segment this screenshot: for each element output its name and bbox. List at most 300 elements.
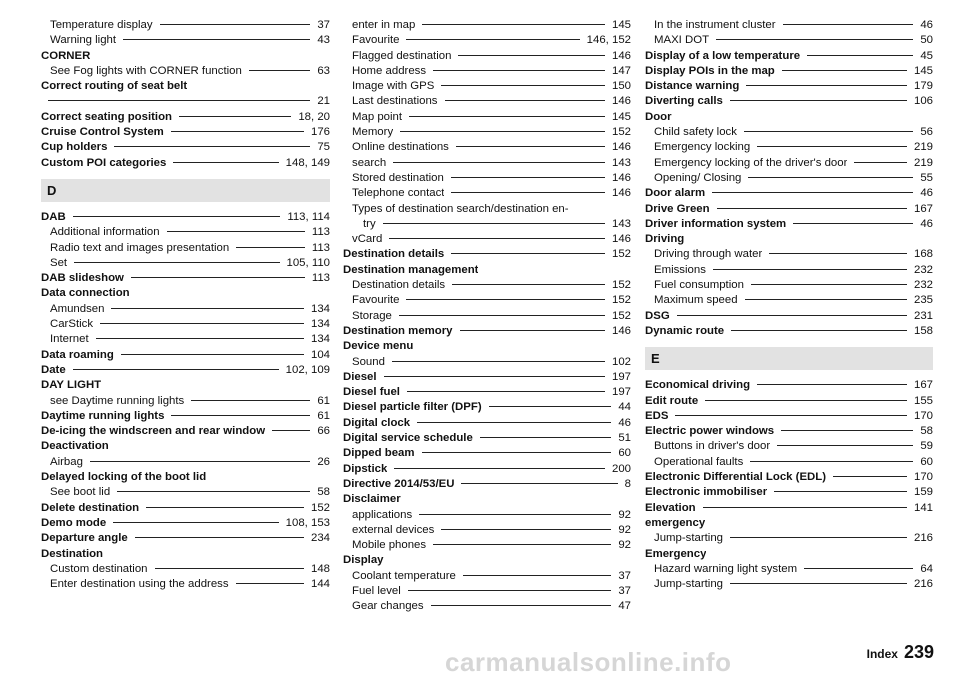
index-entry	[645, 424, 933, 439]
index-term: Sound	[352, 355, 385, 368]
index-entry	[645, 49, 933, 64]
index-subentry	[645, 263, 933, 278]
dot-leader	[383, 223, 605, 224]
dot-leader	[96, 338, 304, 339]
index-entry	[645, 394, 933, 409]
dot-leader	[489, 406, 612, 407]
index-term: See Fog lights with CORNER function	[50, 64, 242, 77]
index-term: Dipstick	[343, 462, 388, 475]
page-reference: 148	[310, 562, 330, 575]
index-term: DAB	[41, 210, 66, 223]
dot-leader	[757, 146, 907, 147]
page-reference: 216	[913, 532, 933, 545]
dot-leader	[236, 247, 305, 248]
page-reference: 8	[624, 477, 631, 490]
dot-leader	[750, 461, 913, 462]
index-subentry	[343, 125, 631, 140]
dot-leader	[419, 514, 611, 515]
index-subentry	[343, 140, 631, 155]
page-reference: 231	[913, 309, 933, 322]
dot-leader	[146, 507, 304, 508]
index-term: Door	[645, 110, 672, 123]
index-entry	[343, 339, 631, 354]
page-reference: 145	[611, 19, 631, 31]
index-entry	[41, 271, 330, 286]
index-term: Date	[41, 363, 66, 376]
page-reference: 141	[913, 501, 933, 514]
dot-leader	[769, 253, 907, 254]
index-entry	[645, 547, 933, 562]
index-subentry	[645, 140, 933, 155]
index-subentry	[645, 156, 933, 171]
dot-leader	[777, 445, 913, 446]
page-reference: 46	[618, 416, 631, 429]
index-subentry	[343, 49, 631, 64]
index-term: Amundsen	[50, 302, 105, 315]
dot-leader	[406, 299, 605, 300]
dot-leader	[389, 238, 605, 239]
index-subentry	[343, 309, 631, 324]
page-reference: 58	[920, 425, 933, 438]
index-entry	[343, 263, 631, 278]
index-subentry	[41, 317, 330, 332]
index-entry	[343, 553, 631, 568]
index-term: Temperature display	[50, 19, 153, 31]
index-subentry	[645, 562, 933, 577]
dot-leader	[480, 437, 612, 438]
dot-leader	[90, 461, 310, 462]
index-subentry	[645, 33, 933, 48]
page-reference: 197	[611, 370, 631, 383]
index-entry	[343, 370, 631, 385]
index-entry	[41, 125, 330, 140]
page-reference: 50	[920, 34, 933, 47]
dot-leader	[745, 299, 907, 300]
dot-leader	[713, 269, 907, 270]
index-term: try	[363, 217, 376, 230]
index-term: Telephone contact	[352, 187, 445, 200]
index-term: Driving	[645, 233, 685, 246]
page-reference: 216	[913, 578, 933, 591]
dot-leader	[249, 70, 311, 71]
page-reference: 167	[913, 202, 933, 215]
page-reference: 219	[913, 156, 933, 169]
page-reference: 146, 152	[586, 34, 631, 47]
page-reference: 152	[611, 309, 631, 322]
index-entry	[41, 424, 330, 439]
index-entry	[645, 516, 933, 531]
index-term: Mobile phones	[352, 539, 427, 552]
index-entry	[343, 385, 631, 400]
dot-leader	[703, 507, 907, 508]
index-entry	[645, 470, 933, 485]
page-reference: 37	[317, 19, 330, 31]
dot-leader	[384, 376, 605, 377]
index-term: Diverting calls	[645, 95, 723, 108]
dot-leader	[417, 422, 611, 423]
page-reference: 146	[611, 141, 631, 154]
section-letter-heading: E	[645, 347, 933, 370]
page-reference: 152	[611, 126, 631, 139]
index-term: In the instrument cluster	[654, 19, 776, 31]
page-reference: 58	[317, 486, 330, 499]
page-reference: 46	[920, 19, 933, 31]
dot-leader	[452, 284, 605, 285]
index-subentry	[41, 18, 330, 33]
index-subentry	[343, 293, 631, 308]
index-entry	[343, 477, 631, 492]
index-term: Set	[50, 256, 68, 269]
index-term: Destination	[41, 547, 104, 560]
dot-leader	[431, 605, 612, 606]
index-term: Door alarm	[645, 187, 706, 200]
index-entry	[343, 324, 631, 339]
index-subentry	[343, 186, 631, 201]
index-subentry	[343, 584, 631, 599]
index-term: Economical driving	[645, 379, 751, 392]
index-term: Departure angle	[41, 532, 128, 545]
page-reference: 60	[920, 455, 933, 468]
page-reference: 143	[611, 156, 631, 169]
index-term: Destination memory	[343, 324, 453, 337]
index-term: Directive 2014/53/EU	[343, 477, 455, 490]
page-reference: 145	[913, 64, 933, 77]
index-term: Demo mode	[41, 516, 107, 529]
dot-leader	[854, 162, 907, 163]
page-reference: 46	[920, 217, 933, 230]
index-entry	[645, 94, 933, 109]
index-entry	[41, 363, 330, 378]
dot-leader	[441, 529, 611, 530]
dot-leader	[117, 491, 310, 492]
page-reference: 26	[317, 455, 330, 468]
index-term: Gear changes	[352, 600, 424, 613]
index-column-2	[343, 18, 631, 615]
dot-leader	[236, 583, 304, 584]
index-entry	[645, 501, 933, 516]
index-entry	[343, 462, 631, 477]
page-reference: 146	[611, 324, 631, 337]
index-entry	[343, 492, 631, 507]
index-subentry	[343, 232, 631, 247]
page-reference: 63	[317, 64, 330, 77]
index-subentry	[645, 18, 933, 33]
index-term: Additional information	[50, 226, 160, 239]
page-reference: 150	[611, 80, 631, 93]
index-entry	[41, 547, 330, 562]
index-entry	[41, 49, 330, 64]
page-reference: 106	[913, 95, 933, 108]
index-term: Online destinations	[352, 141, 449, 154]
page-reference: 46	[920, 187, 933, 200]
page-reference: 152	[611, 279, 631, 292]
index-term: Image with GPS	[352, 80, 435, 93]
index-term: Favourite	[352, 34, 400, 47]
dot-leader	[433, 544, 611, 545]
index-term: Storage	[352, 309, 392, 322]
dot-leader	[451, 177, 605, 178]
page-reference: 75	[317, 141, 330, 154]
index-term: Emissions	[654, 263, 706, 276]
index-entry	[41, 286, 330, 301]
dot-leader	[100, 323, 304, 324]
page-reference: 51	[618, 432, 631, 445]
index-term: Jump-starting	[654, 532, 724, 545]
page-reference: 147	[611, 64, 631, 77]
index-entry	[645, 232, 933, 247]
dot-leader	[131, 277, 305, 278]
index-subentry	[41, 577, 330, 592]
page-reference: 146	[611, 233, 631, 246]
page-reference: 113	[311, 272, 330, 285]
page-reference: 61	[317, 394, 330, 407]
index-term: Driving through water	[654, 248, 763, 261]
dot-leader	[463, 575, 611, 576]
page-reference: 18, 20	[298, 110, 330, 123]
index-term: Last destinations	[352, 95, 438, 108]
page-reference: 21	[317, 95, 330, 108]
index-subentry	[645, 439, 933, 454]
dot-leader	[135, 537, 304, 538]
dot-leader	[171, 131, 304, 132]
index-entry	[41, 470, 330, 485]
dot-leader	[113, 522, 278, 523]
page-reference: 170	[913, 471, 933, 484]
index-term: Disclaimer	[343, 493, 401, 506]
index-entry	[41, 210, 330, 225]
page-reference: 152	[611, 248, 631, 261]
index-term: Buttons in driver's door	[654, 440, 771, 453]
dot-leader	[748, 177, 913, 178]
page-reference: 134	[310, 333, 330, 346]
index-subentry	[343, 569, 631, 584]
index-term: Fuel level	[352, 584, 401, 597]
index-term: search	[352, 156, 387, 169]
page-reference: 37	[618, 584, 631, 597]
dot-leader	[757, 384, 907, 385]
index-entry	[343, 446, 631, 461]
page-reference: 43	[317, 34, 330, 47]
index-subentry	[41, 562, 330, 577]
index-subentry	[645, 125, 933, 140]
index-subentry	[645, 278, 933, 293]
dot-leader	[717, 208, 907, 209]
index-term: Destination details	[343, 248, 445, 261]
page-reference: 146	[611, 49, 631, 62]
index-term: Digital service schedule	[343, 432, 473, 445]
index-term: Warning light	[50, 34, 117, 47]
dot-leader	[712, 192, 913, 193]
index-entry	[645, 110, 933, 125]
page-reference: 102	[611, 355, 631, 368]
page-reference: 45	[920, 49, 933, 62]
dot-leader	[793, 223, 913, 224]
index-entry	[41, 516, 330, 531]
index-term: Airbag	[50, 455, 83, 468]
footer-section-label: Index	[866, 647, 898, 661]
index-term: Enter destination using the address	[50, 578, 229, 591]
index-entry	[645, 485, 933, 500]
index-term: see Daytime running lights	[50, 394, 185, 407]
index-entry	[41, 501, 330, 516]
page-reference: 66	[317, 425, 330, 438]
dot-leader	[782, 70, 907, 71]
dot-leader	[730, 537, 907, 538]
page-reference: 148, 149	[285, 156, 330, 169]
index-term: Electronic Differential Lock (EDL)	[645, 471, 827, 484]
index-term: CarStick	[50, 318, 94, 331]
index-term: Jump-starting	[654, 578, 724, 591]
page-reference: 232	[913, 263, 933, 276]
index-term: Types of destination search/destination en-	[352, 202, 569, 215]
dot-leader	[191, 400, 310, 401]
index-term: Deactivation	[41, 440, 109, 453]
index-term: Opening/ Closing	[654, 171, 742, 184]
dot-leader	[677, 315, 907, 316]
index-term: DSG	[645, 309, 670, 322]
page-reference: 144	[310, 578, 330, 591]
dot-leader	[48, 100, 310, 101]
page-reference: 158	[913, 324, 933, 337]
page-reference: 59	[920, 440, 933, 453]
dot-leader	[705, 400, 907, 401]
dot-leader	[451, 253, 605, 254]
page-reference: 232	[913, 279, 933, 292]
index-term: De-icing the windscreen and rear window	[41, 425, 266, 438]
index-subentry	[41, 241, 330, 256]
dot-leader	[744, 131, 913, 132]
dot-leader	[751, 284, 907, 285]
page-reference: 60	[618, 447, 631, 460]
index-entry	[645, 324, 933, 339]
page-reference: 102, 109	[285, 363, 330, 376]
index-subentry	[343, 171, 631, 186]
index-term: Data roaming	[41, 348, 114, 361]
dot-leader	[399, 315, 605, 316]
dot-leader	[393, 162, 605, 163]
dot-leader	[781, 430, 913, 431]
page-reference: 155	[913, 394, 933, 407]
dot-leader	[407, 391, 605, 392]
index-entry	[645, 79, 933, 94]
dot-leader	[783, 24, 914, 25]
index-term: Data connection	[41, 287, 130, 300]
page-reference: 235	[913, 294, 933, 307]
index-term: Delayed locking of the boot lid	[41, 471, 207, 484]
index-entry	[41, 439, 330, 454]
page-reference: 113	[311, 241, 330, 254]
dot-leader	[804, 568, 913, 569]
index-subentry	[343, 355, 631, 370]
section-letter-heading: D	[41, 179, 330, 202]
index-subentry	[41, 256, 330, 271]
index-term: Coolant temperature	[352, 569, 456, 582]
dot-leader	[392, 361, 605, 362]
index-term: Diesel particle filter (DPF)	[343, 401, 482, 414]
index-subentry	[41, 225, 330, 240]
page-reference: 134	[310, 318, 330, 331]
page-reference: 170	[913, 409, 933, 422]
index-term: Dynamic route	[645, 324, 725, 337]
index-column-3	[645, 18, 933, 592]
page-reference: 176	[310, 126, 330, 139]
dot-leader	[451, 192, 605, 193]
index-term: DAY LIGHT	[41, 379, 102, 392]
index-entry	[41, 156, 330, 171]
index-subentry	[343, 18, 631, 33]
dot-leader	[730, 100, 907, 101]
index-subentry	[343, 33, 631, 48]
index-term: Operational faults	[654, 455, 744, 468]
index-subentry	[343, 156, 631, 171]
dot-leader	[833, 476, 907, 477]
index-term: Cruise Control System	[41, 126, 164, 139]
index-subentry	[343, 217, 631, 232]
page-reference: 159	[913, 486, 933, 499]
page-reference: 146	[611, 187, 631, 200]
dot-leader	[114, 146, 310, 147]
page-reference: 219	[913, 141, 933, 154]
index-entry	[343, 247, 631, 262]
index-entry	[645, 217, 933, 232]
dot-leader	[406, 39, 579, 40]
dot-leader	[121, 354, 304, 355]
index-term: Correct routing of seat belt	[41, 80, 188, 93]
page-reference: 134	[310, 302, 330, 315]
index-entry	[41, 409, 330, 424]
index-term: Destination management	[343, 263, 479, 276]
page-reference: 56	[920, 126, 933, 139]
page-reference: 92	[618, 539, 631, 552]
index-term: Hazard warning light system	[654, 562, 798, 575]
page-reference: 61	[317, 409, 330, 422]
page-reference: 234	[310, 532, 330, 545]
index-term: Delete destination	[41, 501, 140, 514]
dot-leader	[155, 568, 304, 569]
index-subentry	[41, 485, 330, 500]
dot-leader	[123, 39, 310, 40]
dot-leader	[716, 39, 913, 40]
index-term: Diesel fuel	[343, 386, 400, 399]
index-subentry	[645, 531, 933, 546]
page-reference: 152	[611, 294, 631, 307]
dot-leader	[179, 116, 291, 117]
page-footer	[867, 642, 934, 663]
index-term: Emergency locking of the driver's door	[654, 156, 848, 169]
index-term: Correct seating position	[41, 110, 173, 123]
watermark-logo: carmanualsonline.info	[445, 647, 732, 677]
page-number: 239	[903, 642, 934, 662]
index-entry	[645, 64, 933, 79]
page-reference: 146	[611, 95, 631, 108]
page-reference: 44	[618, 401, 631, 414]
index-entry	[645, 409, 933, 424]
index-subentry	[645, 455, 933, 470]
dot-leader	[167, 231, 305, 232]
index-entry	[41, 140, 330, 155]
index-entry	[41, 378, 330, 393]
index-subentry	[41, 455, 330, 470]
dot-leader	[272, 430, 310, 431]
index-entry	[41, 531, 330, 546]
page-reference: 105, 110	[286, 256, 330, 269]
dot-leader	[422, 452, 612, 453]
index-term: Home address	[352, 64, 427, 77]
page-reference: 55	[920, 171, 933, 184]
index-term: Distance warning	[645, 80, 740, 93]
dot-leader	[445, 100, 605, 101]
index-term: Fuel consumption	[654, 279, 744, 292]
